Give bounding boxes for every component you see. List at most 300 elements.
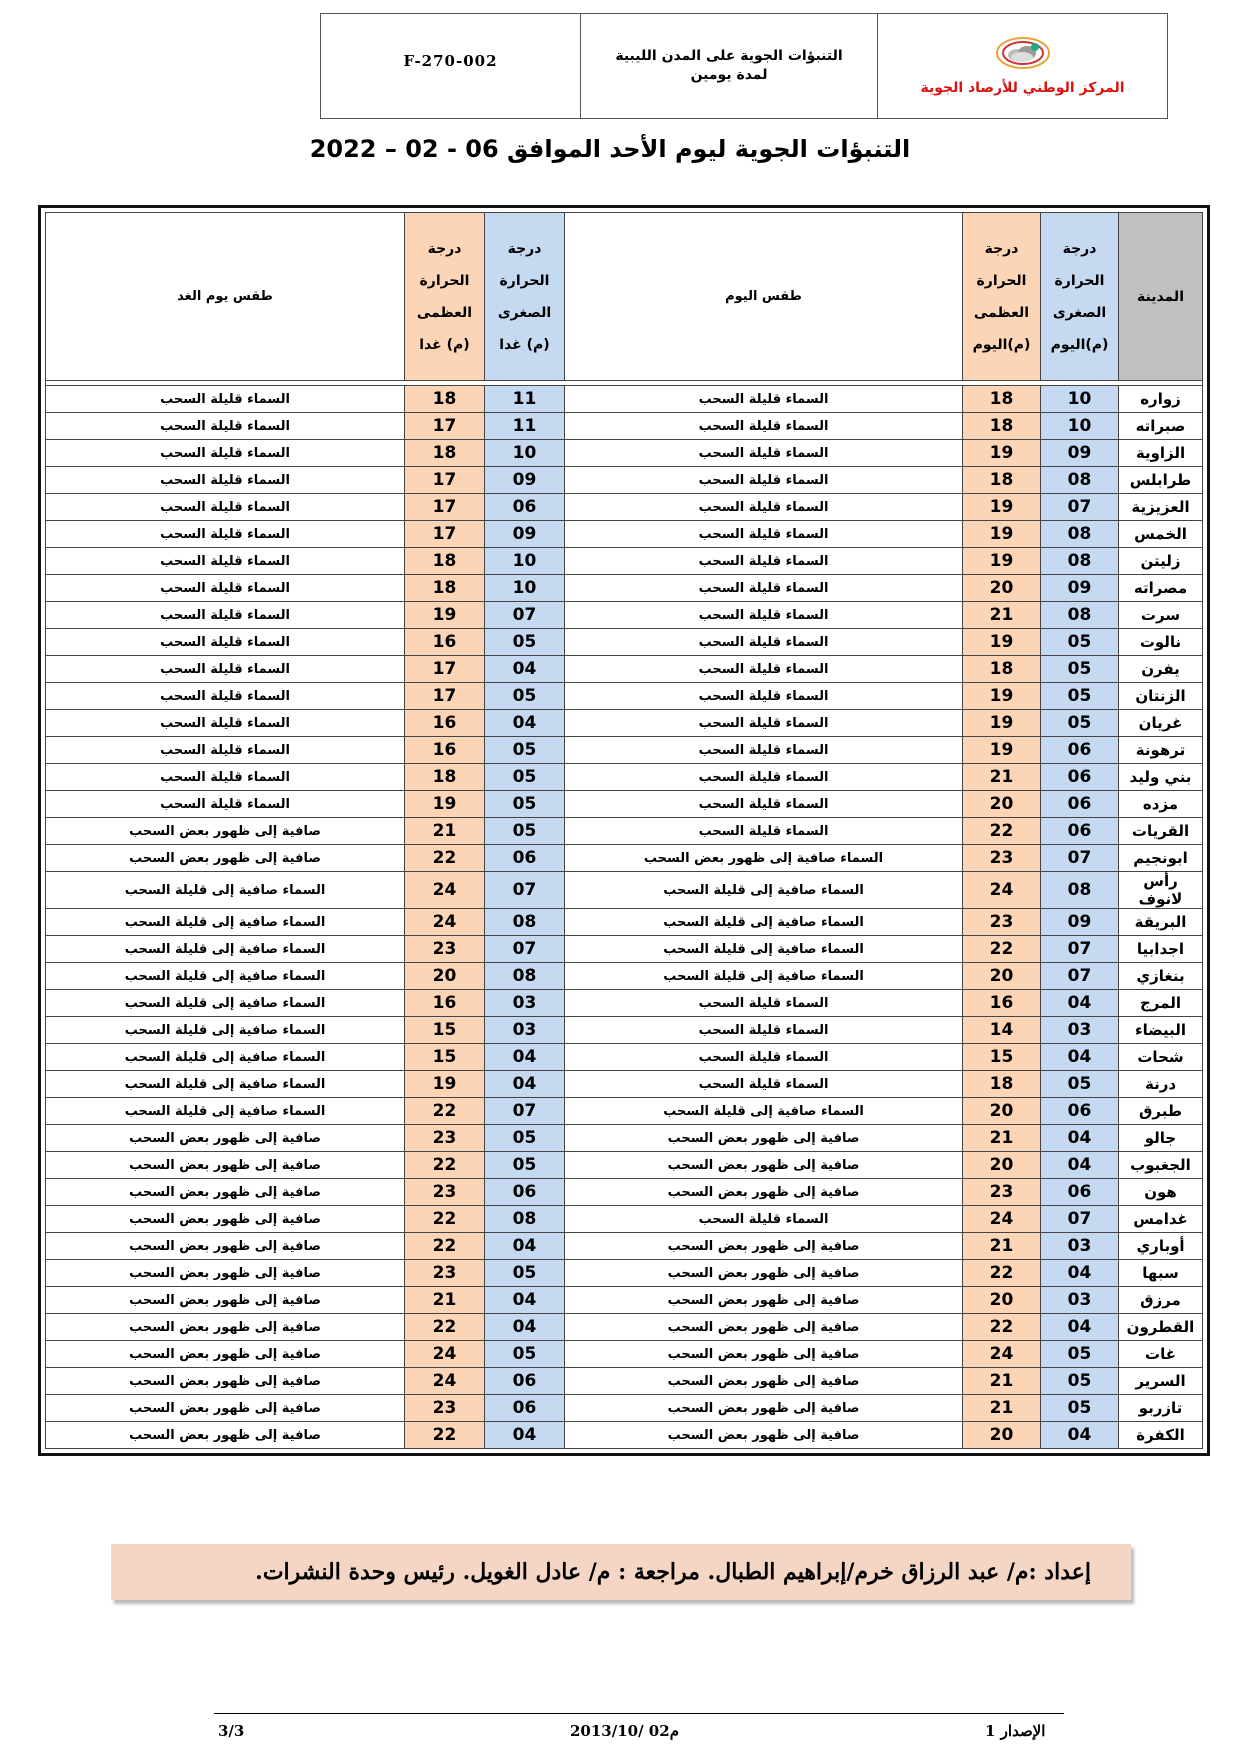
cell-desc-tomorrow: السماء قليلة السحب — [46, 710, 405, 737]
cell-min-tomorrow: 08 — [485, 1206, 565, 1233]
cell-min-tomorrow: 06 — [485, 1179, 565, 1206]
cell-max-tomorrow: 16 — [405, 737, 485, 764]
cell-min-tomorrow: 04 — [485, 1044, 565, 1071]
cell-max-tomorrow: 21 — [405, 1287, 485, 1314]
cell-desc-today: السماء قليلة السحب — [565, 413, 963, 440]
cell-max-today: 21 — [963, 1395, 1041, 1422]
cell-max-today: 20 — [963, 575, 1041, 602]
cell-max-today: 20 — [963, 1422, 1041, 1449]
cell-min-tomorrow: 06 — [485, 494, 565, 521]
document-subject — [581, 14, 878, 118]
table-row — [46, 1179, 1203, 1206]
table-row — [46, 602, 1203, 629]
cell-min-tomorrow: 11 — [485, 386, 565, 413]
table-row — [46, 1233, 1203, 1260]
cell-city: الخمس — [1119, 521, 1203, 548]
cell-city: صبراته — [1119, 413, 1203, 440]
page-title: التنبؤات الجوية ليوم الأحد الموافق 06 - 02 – 2022 — [309, 135, 911, 163]
table-row — [46, 1098, 1203, 1125]
cell-max-today: 24 — [963, 1341, 1041, 1368]
cell-min-tomorrow: 06 — [485, 845, 565, 872]
cell-desc-tomorrow: السماء صافية إلى قليلة السحب — [46, 1098, 405, 1125]
forecast-table-frame — [38, 205, 1210, 1456]
table-row — [46, 936, 1203, 963]
footer-divider — [214, 1713, 1064, 1714]
cell-min-today: 04 — [1041, 1152, 1119, 1179]
cell-desc-today: صافية إلى ظهور بعض السحب — [565, 1395, 963, 1422]
cell-max-tomorrow: 17 — [405, 413, 485, 440]
cell-max-today: 22 — [963, 818, 1041, 845]
cell-min-tomorrow: 10 — [485, 548, 565, 575]
cell-city: غات — [1119, 1341, 1203, 1368]
cell-max-today: 19 — [963, 710, 1041, 737]
cell-desc-tomorrow: السماء صافية إلى قليلة السحب — [46, 909, 405, 936]
header-max-tomorrow: درجة الحرارة العظمى (م) غدا — [405, 213, 485, 381]
cell-desc-tomorrow: السماء قليلة السحب — [46, 656, 405, 683]
cell-city: رأس لانوف — [1119, 872, 1203, 909]
cell-desc-tomorrow: السماء قليلة السحب — [46, 737, 405, 764]
cell-desc-tomorrow: السماء صافية إلى قليلة السحب — [46, 872, 405, 909]
cell-city: طبرق — [1119, 1098, 1203, 1125]
table-row — [46, 1314, 1203, 1341]
cell-max-tomorrow: 24 — [405, 1341, 485, 1368]
cell-min-today: 06 — [1041, 791, 1119, 818]
cell-max-tomorrow: 17 — [405, 521, 485, 548]
cell-city: غريان — [1119, 710, 1203, 737]
cell-min-tomorrow: 04 — [485, 656, 565, 683]
cell-max-today: 18 — [963, 467, 1041, 494]
table-row — [46, 521, 1203, 548]
cell-min-today: 04 — [1041, 1422, 1119, 1449]
cell-max-tomorrow: 22 — [405, 1422, 485, 1449]
cell-min-today: 08 — [1041, 467, 1119, 494]
cell-max-today: 18 — [963, 1071, 1041, 1098]
cell-max-today: 23 — [963, 909, 1041, 936]
cell-min-today: 07 — [1041, 963, 1119, 990]
footer-edition: الإصدار 1 — [985, 1722, 1046, 1740]
cell-desc-today: السماء قليلة السحب — [565, 440, 963, 467]
table-row — [46, 791, 1203, 818]
cell-city: أوباري — [1119, 1233, 1203, 1260]
table-row — [46, 737, 1203, 764]
cell-max-today: 20 — [963, 1287, 1041, 1314]
cell-min-tomorrow: 06 — [485, 1395, 565, 1422]
cell-city: السرير — [1119, 1368, 1203, 1395]
cell-city: مزده — [1119, 791, 1203, 818]
cell-desc-today: السماء قليلة السحب — [565, 548, 963, 575]
table-row — [46, 1287, 1203, 1314]
cell-max-tomorrow: 22 — [405, 1233, 485, 1260]
cell-desc-tomorrow: صافية إلى ظهور بعض السحب — [46, 1422, 405, 1449]
cell-city: مرزق — [1119, 1287, 1203, 1314]
cell-desc-today: السماء قليلة السحب — [565, 737, 963, 764]
cell-max-tomorrow: 24 — [405, 909, 485, 936]
cell-min-tomorrow: 07 — [485, 1098, 565, 1125]
cell-min-tomorrow: 07 — [485, 872, 565, 909]
cell-max-tomorrow: 18 — [405, 764, 485, 791]
cell-min-tomorrow: 05 — [485, 764, 565, 791]
cell-max-today: 24 — [963, 1206, 1041, 1233]
cell-min-tomorrow: 07 — [485, 602, 565, 629]
cell-min-today: 04 — [1041, 990, 1119, 1017]
cell-min-today: 04 — [1041, 1125, 1119, 1152]
cell-min-tomorrow: 05 — [485, 1341, 565, 1368]
document-header — [320, 13, 1168, 119]
cell-desc-tomorrow: السماء قليلة السحب — [46, 764, 405, 791]
cell-max-today: 23 — [963, 1179, 1041, 1206]
cell-max-tomorrow: 17 — [405, 494, 485, 521]
cell-desc-today: صافية إلى ظهور بعض السحب — [565, 1314, 963, 1341]
cell-city: درنة — [1119, 1071, 1203, 1098]
table-row — [46, 1368, 1203, 1395]
cell-city: غدامس — [1119, 1206, 1203, 1233]
cell-desc-today: السماء قليلة السحب — [565, 764, 963, 791]
cell-max-today: 22 — [963, 1314, 1041, 1341]
cell-desc-tomorrow: السماء قليلة السحب — [46, 413, 405, 440]
cell-min-today: 05 — [1041, 1395, 1119, 1422]
cell-max-tomorrow: 22 — [405, 1314, 485, 1341]
cell-max-tomorrow: 24 — [405, 872, 485, 909]
table-row — [46, 575, 1203, 602]
cell-min-tomorrow: 08 — [485, 909, 565, 936]
cell-desc-today: السماء قليلة السحب — [565, 1017, 963, 1044]
cell-min-today: 04 — [1041, 1314, 1119, 1341]
cell-min-today: 05 — [1041, 1368, 1119, 1395]
cell-max-tomorrow: 18 — [405, 575, 485, 602]
cell-desc-tomorrow: صافية إلى ظهور بعض السحب — [46, 818, 405, 845]
cell-max-tomorrow: 24 — [405, 1368, 485, 1395]
table-row — [46, 990, 1203, 1017]
cell-desc-today: السماء قليلة السحب — [565, 656, 963, 683]
table-row — [46, 1044, 1203, 1071]
cell-max-tomorrow: 19 — [405, 1071, 485, 1098]
cell-desc-tomorrow: صافية إلى ظهور بعض السحب — [46, 1260, 405, 1287]
cell-desc-tomorrow: صافية إلى ظهور بعض السحب — [46, 1152, 405, 1179]
table-row — [46, 1125, 1203, 1152]
cell-min-tomorrow: 05 — [485, 1152, 565, 1179]
cell-desc-tomorrow: السماء قليلة السحب — [46, 602, 405, 629]
cell-max-today: 20 — [963, 1098, 1041, 1125]
cell-max-tomorrow: 19 — [405, 602, 485, 629]
cell-max-today: 18 — [963, 656, 1041, 683]
cell-max-today: 21 — [963, 1368, 1041, 1395]
cell-desc-today: السماء قليلة السحب — [565, 1071, 963, 1098]
cell-min-tomorrow: 05 — [485, 818, 565, 845]
header-min-tomorrow: درجة الحرارة الصغرى (م) غدا — [485, 213, 565, 381]
cell-min-tomorrow: 05 — [485, 737, 565, 764]
cell-max-tomorrow: 23 — [405, 1395, 485, 1422]
cell-desc-tomorrow: صافية إلى ظهور بعض السحب — [46, 1368, 405, 1395]
cell-min-tomorrow: 10 — [485, 575, 565, 602]
cell-city: القريات — [1119, 818, 1203, 845]
cell-min-tomorrow: 04 — [485, 1071, 565, 1098]
cell-desc-tomorrow: صافية إلى ظهور بعض السحب — [46, 845, 405, 872]
table-row — [46, 386, 1203, 413]
cell-city: الكفرة — [1119, 1422, 1203, 1449]
cell-min-today: 05 — [1041, 683, 1119, 710]
cell-max-tomorrow: 16 — [405, 710, 485, 737]
cell-min-today: 07 — [1041, 1206, 1119, 1233]
cell-max-today: 21 — [963, 764, 1041, 791]
cell-desc-tomorrow: السماء صافية إلى قليلة السحب — [46, 1044, 405, 1071]
cell-desc-today: السماء صافية إلى قليلة السحب — [565, 1098, 963, 1125]
cell-desc-today: السماء قليلة السحب — [565, 990, 963, 1017]
cell-city: سبها — [1119, 1260, 1203, 1287]
cell-desc-tomorrow: صافية إلى ظهور بعض السحب — [46, 1287, 405, 1314]
cell-desc-tomorrow: السماء قليلة السحب — [46, 467, 405, 494]
cell-max-today: 19 — [963, 494, 1041, 521]
cell-desc-today: السماء قليلة السحب — [565, 467, 963, 494]
footer-date: 2013/10/ 02م — [570, 1722, 679, 1740]
table-row — [46, 1152, 1203, 1179]
cell-max-today: 18 — [963, 413, 1041, 440]
table-row — [46, 1071, 1203, 1098]
cell-max-tomorrow: 22 — [405, 1152, 485, 1179]
cell-desc-tomorrow: صافية إلى ظهور بعض السحب — [46, 1233, 405, 1260]
table-row — [46, 1017, 1203, 1044]
cell-min-today: 09 — [1041, 440, 1119, 467]
cell-desc-today: صافية إلى ظهور بعض السحب — [565, 1260, 963, 1287]
cell-min-tomorrow: 07 — [485, 936, 565, 963]
cell-desc-today: السماء صافية إلى قليلة السحب — [565, 963, 963, 990]
cell-city: طرابلس — [1119, 467, 1203, 494]
cell-desc-tomorrow: السماء قليلة السحب — [46, 440, 405, 467]
cell-max-today: 24 — [963, 872, 1041, 909]
forecast-table — [45, 212, 1203, 1449]
cell-desc-tomorrow: صافية إلى ظهور بعض السحب — [46, 1206, 405, 1233]
cell-min-today: 06 — [1041, 1179, 1119, 1206]
cell-max-tomorrow: 20 — [405, 963, 485, 990]
cell-min-tomorrow: 08 — [485, 963, 565, 990]
cell-city: زليتن — [1119, 548, 1203, 575]
cell-max-today: 21 — [963, 1125, 1041, 1152]
cell-desc-tomorrow: السماء قليلة السحب — [46, 791, 405, 818]
table-row — [46, 764, 1203, 791]
cell-min-today: 05 — [1041, 656, 1119, 683]
organization-name: المركز الوطني للأرصاد الجوية — [920, 80, 1125, 96]
cell-city: مصراته — [1119, 575, 1203, 602]
document-subject-line2: لمدة يومين — [690, 67, 768, 83]
table-row — [46, 629, 1203, 656]
cell-desc-tomorrow: السماء قليلة السحب — [46, 494, 405, 521]
table-row — [46, 963, 1203, 990]
table-row — [46, 1341, 1203, 1368]
cell-desc-tomorrow: السماء صافية إلى قليلة السحب — [46, 1017, 405, 1044]
cell-min-today: 05 — [1041, 710, 1119, 737]
cell-min-tomorrow: 05 — [485, 629, 565, 656]
cell-min-today: 06 — [1041, 764, 1119, 791]
header-max-today: درجة الحرارة العظمى (م)اليوم — [963, 213, 1041, 381]
table-row — [46, 1422, 1203, 1449]
cell-min-tomorrow: 10 — [485, 440, 565, 467]
cell-city: ترهونة — [1119, 737, 1203, 764]
cell-desc-today: صافية إلى ظهور بعض السحب — [565, 1287, 963, 1314]
cell-desc-tomorrow: صافية إلى ظهور بعض السحب — [46, 1341, 405, 1368]
cell-min-today: 03 — [1041, 1287, 1119, 1314]
cell-city: البريقة — [1119, 909, 1203, 936]
table-row — [46, 1395, 1203, 1422]
cell-desc-today: صافية إلى ظهور بعض السحب — [565, 1125, 963, 1152]
cell-min-tomorrow: 04 — [485, 1233, 565, 1260]
cell-min-tomorrow: 05 — [485, 791, 565, 818]
cell-max-today: 21 — [963, 602, 1041, 629]
cell-min-today: 03 — [1041, 1233, 1119, 1260]
cell-desc-today: السماء صافية إلى قليلة السحب — [565, 936, 963, 963]
cell-desc-today: السماء قليلة السحب — [565, 494, 963, 521]
table-row — [46, 548, 1203, 575]
cell-city: زواره — [1119, 386, 1203, 413]
cell-city: جالو — [1119, 1125, 1203, 1152]
cell-min-today: 05 — [1041, 629, 1119, 656]
table-row — [46, 818, 1203, 845]
cell-desc-today: صافية إلى ظهور بعض السحب — [565, 1368, 963, 1395]
cell-desc-tomorrow: السماء صافية إلى قليلة السحب — [46, 1071, 405, 1098]
cell-min-today: 08 — [1041, 521, 1119, 548]
cell-max-today: 19 — [963, 629, 1041, 656]
cell-city: الزنتان — [1119, 683, 1203, 710]
cell-desc-today: السماء قليلة السحب — [565, 629, 963, 656]
credits-box: إعداد :م/ عبد الرزاق خرم/إبراهيم الطبال. مراجعة : م/ عادل الغويل. رئيس وحدة النشرات. — [111, 1544, 1131, 1600]
cell-city: ابونجيم — [1119, 845, 1203, 872]
cell-min-today: 08 — [1041, 872, 1119, 909]
cell-min-tomorrow: 05 — [485, 1125, 565, 1152]
cell-min-today: 07 — [1041, 936, 1119, 963]
table-row — [46, 413, 1203, 440]
table-row — [46, 1260, 1203, 1287]
cell-desc-tomorrow: صافية إلى ظهور بعض السحب — [46, 1314, 405, 1341]
cell-min-today: 06 — [1041, 737, 1119, 764]
table-row — [46, 909, 1203, 936]
table-row — [46, 494, 1203, 521]
cell-desc-today: السماء قليلة السحب — [565, 602, 963, 629]
cell-desc-today: صافية إلى ظهور بعض السحب — [565, 1422, 963, 1449]
table-row — [46, 1206, 1203, 1233]
cell-min-today: 10 — [1041, 386, 1119, 413]
cell-desc-today: صافية إلى ظهور بعض السحب — [565, 1152, 963, 1179]
table-row — [46, 656, 1203, 683]
cell-desc-today: السماء قليلة السحب — [565, 791, 963, 818]
cell-city: بني وليد — [1119, 764, 1203, 791]
cell-max-tomorrow: 22 — [405, 1206, 485, 1233]
cell-max-today: 19 — [963, 440, 1041, 467]
cell-desc-tomorrow: السماء قليلة السحب — [46, 683, 405, 710]
cell-max-today: 19 — [963, 548, 1041, 575]
cell-desc-today: السماء قليلة السحب — [565, 683, 963, 710]
document-subject-line1: التنبؤات الجوية على المدن الليبية — [615, 48, 843, 64]
cell-desc-today: السماء قليلة السحب — [565, 710, 963, 737]
cell-desc-today: صافية إلى ظهور بعض السحب — [565, 1179, 963, 1206]
cell-desc-tomorrow: السماء صافية إلى قليلة السحب — [46, 936, 405, 963]
header-min-today: درجة الحرارة الصغرى (م)اليوم — [1041, 213, 1119, 381]
cell-desc-today: السماء قليلة السحب — [565, 1044, 963, 1071]
cell-max-tomorrow: 19 — [405, 791, 485, 818]
table-row — [46, 683, 1203, 710]
cell-desc-today: السماء قليلة السحب — [565, 575, 963, 602]
cell-desc-today: صافية إلى ظهور بعض السحب — [565, 1341, 963, 1368]
cell-max-today: 22 — [963, 1260, 1041, 1287]
cell-city: الزاوية — [1119, 440, 1203, 467]
cell-min-tomorrow: 09 — [485, 467, 565, 494]
cell-desc-today: السماء صافية إلى قليلة السحب — [565, 872, 963, 909]
cell-city: البيضاء — [1119, 1017, 1203, 1044]
cell-min-tomorrow: 11 — [485, 413, 565, 440]
cell-city: سرت — [1119, 602, 1203, 629]
cell-max-tomorrow: 23 — [405, 1179, 485, 1206]
table-row — [46, 440, 1203, 467]
cell-max-today: 18 — [963, 386, 1041, 413]
cell-desc-today: السماء صافية إلى ظهور بعض السحب — [565, 845, 963, 872]
cell-max-tomorrow: 23 — [405, 936, 485, 963]
cell-desc-tomorrow: السماء صافية إلى قليلة السحب — [46, 990, 405, 1017]
cell-desc-tomorrow: السماء قليلة السحب — [46, 521, 405, 548]
cell-min-today: 06 — [1041, 818, 1119, 845]
cell-desc-tomorrow: السماء قليلة السحب — [46, 629, 405, 656]
header-city: المدينة — [1119, 213, 1203, 381]
cell-desc-tomorrow: صافية إلى ظهور بعض السحب — [46, 1179, 405, 1206]
cell-min-today: 07 — [1041, 494, 1119, 521]
cell-max-tomorrow: 23 — [405, 1260, 485, 1287]
cell-min-tomorrow: 09 — [485, 521, 565, 548]
cell-min-tomorrow: 03 — [485, 990, 565, 1017]
cell-max-tomorrow: 18 — [405, 440, 485, 467]
cell-desc-today: السماء قليلة السحب — [565, 818, 963, 845]
cell-desc-tomorrow: صافية إلى ظهور بعض السحب — [46, 1125, 405, 1152]
cell-min-today: 04 — [1041, 1044, 1119, 1071]
cell-min-tomorrow: 04 — [485, 1287, 565, 1314]
cell-desc-tomorrow: صافية إلى ظهور بعض السحب — [46, 1395, 405, 1422]
table-header-row — [46, 213, 1203, 381]
cell-max-today: 15 — [963, 1044, 1041, 1071]
cell-desc-today: السماء صافية إلى قليلة السحب — [565, 909, 963, 936]
cell-max-tomorrow: 17 — [405, 683, 485, 710]
cell-desc-tomorrow: السماء قليلة السحب — [46, 548, 405, 575]
cell-city: نالوت — [1119, 629, 1203, 656]
cell-max-tomorrow: 22 — [405, 1098, 485, 1125]
cell-max-today: 23 — [963, 845, 1041, 872]
cell-desc-today: صافية إلى ظهور بعض السحب — [565, 1233, 963, 1260]
cell-max-today: 19 — [963, 521, 1041, 548]
cell-max-tomorrow: 16 — [405, 629, 485, 656]
cell-min-tomorrow: 05 — [485, 683, 565, 710]
cell-max-today: 19 — [963, 683, 1041, 710]
cell-city: الجغبوب — [1119, 1152, 1203, 1179]
cell-city: اجدابيا — [1119, 936, 1203, 963]
cell-desc-today: السماء قليلة السحب — [565, 1206, 963, 1233]
cell-city: شحات — [1119, 1044, 1203, 1071]
table-row — [46, 710, 1203, 737]
cell-max-today: 22 — [963, 936, 1041, 963]
cell-max-today: 21 — [963, 1233, 1041, 1260]
header-desc-today: طقس اليوم — [565, 213, 963, 381]
cell-min-tomorrow: 05 — [485, 1260, 565, 1287]
cell-min-tomorrow: 06 — [485, 1368, 565, 1395]
cell-min-today: 05 — [1041, 1341, 1119, 1368]
cell-desc-today: السماء قليلة السحب — [565, 521, 963, 548]
cloud-sun-logo-icon — [995, 36, 1051, 70]
header-desc-tomorrow: طقس يوم الغد — [46, 213, 405, 381]
table-row — [46, 872, 1203, 909]
table-row — [46, 467, 1203, 494]
cell-city: هون — [1119, 1179, 1203, 1206]
cell-desc-tomorrow: السماء قليلة السحب — [46, 575, 405, 602]
cell-min-today: 09 — [1041, 909, 1119, 936]
cell-max-today: 16 — [963, 990, 1041, 1017]
cell-city: العزيزية — [1119, 494, 1203, 521]
cell-min-today: 05 — [1041, 1071, 1119, 1098]
form-code: F-270-002 — [321, 14, 581, 118]
cell-desc-today: السماء قليلة السحب — [565, 386, 963, 413]
cell-city: تازربو — [1119, 1395, 1203, 1422]
